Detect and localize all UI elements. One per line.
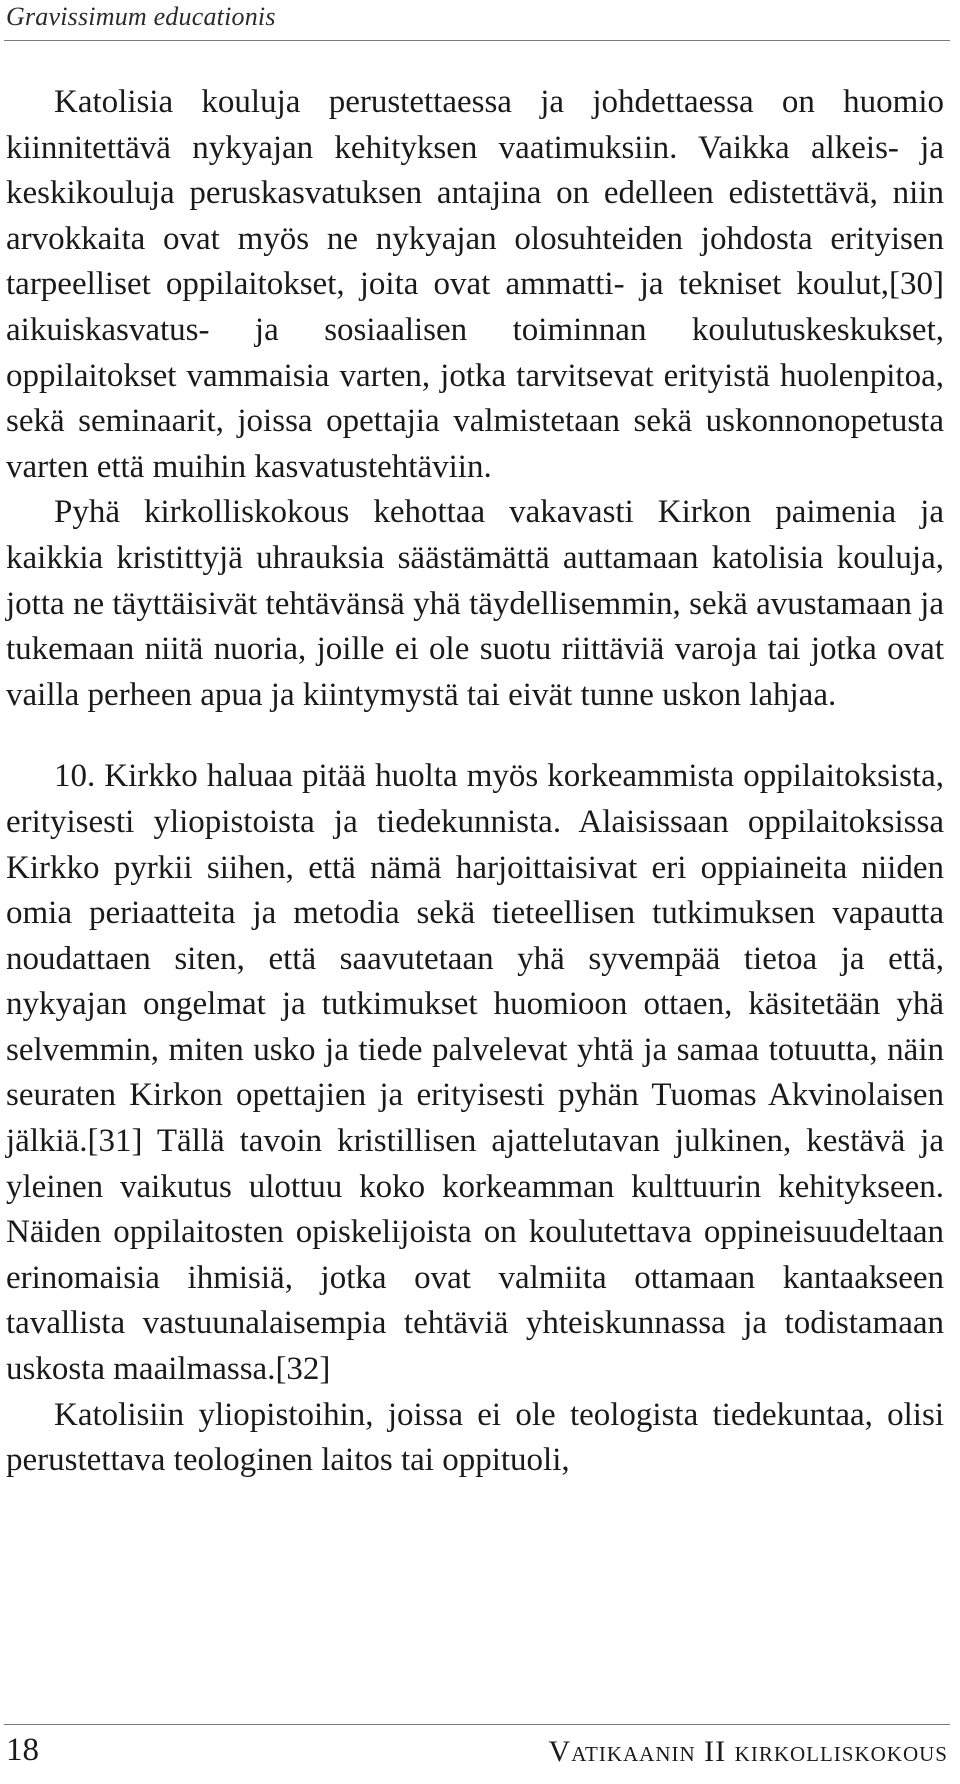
header-divider bbox=[4, 40, 950, 41]
body-text bbox=[6, 80, 944, 1484]
running-footer: Vatikaanin II kirkolliskokous bbox=[548, 1735, 948, 1768]
page-number: 18 bbox=[6, 1732, 39, 1768]
paragraph-section-10: 10. Kirkko haluaa pitää huolta myös korkeammista oppilaitoksista, erityisesti yliopistoista ja tiedekunnista. Alaisissaan oppilaitoksissa Kirkko pyrkii siihen, että nämä harjoittaisivat eri oppiaineita niiden omia periaatteita ja metodia sekä tieteellisen tutkimuksen vapautta noudattaen siten, että saavutetaan yhä syvempää tietoa ja että, nykyajan ongelmat ja tutkimukset huomioon ottaen, käsitetään yhä selvemmin, miten usko ja tiede palvelevat yhtä ja samaa totuutta, näin seuraten Kirkon opettajien ja erityisesti pyhän Tuomas Akvinolaisen jälkiä.[31] Tällä tavoin kristillisen ajattelutavan julkinen, kestävä ja yleinen vaikutus ulottuu koko korkeamman kulttuurin kehitykseen. Näiden oppilaitosten opiskelijoista on koulutettava oppineisuudeltaan erinomaisia ihmisiä, jotka ovat valmiita ottamaan kantaakseen tavallista vastuunalaisempia tehtäviä yhteiskunnassa ja todistamaan uskosta maailmassa.[32] bbox=[6, 758, 944, 1388]
paragraph-council-exhortation: Pyhä kirkolliskokous kehottaa vakavasti Kirkon paimenia ja kaikkia kristittyjä uhrauksia säästämättä auttamaan katolisia kouluja, jotta ne täyttäisivät tehtävänsä yhä täydellisemmin, sekä avustamaan ja tukemaan niitä nuoria, joille ei ole suotu riittäviä varoja tai jotka ovat vailla perheen apua ja kiintymystä tai eivät tunne uskon lahjaa. bbox=[6, 494, 944, 713]
paragraph-catholic-universities: Katolisiin yliopistoihin, joissa ei ole teologista tiedekuntaa, olisi perustettava teologinen laitos tai oppituoli, bbox=[6, 1396, 944, 1479]
running-header: Gravissimum educationis bbox=[6, 2, 276, 31]
paragraph-catholic-schools: Katolisia kouluja perustettaessa ja johdettaessa on huomio kiinnitettävä nykyajan kehityksen vaatimuksiin. Vaikka alkeis- ja keskikouluja peruskasvatuksen antajina on edelleen edistettävä, niin arvokkaita ovat myös ne nykyajan olosuhteiden johdosta erityisen tarpeelliset oppilaitokset, joita ovat ammatti- ja tekniset koulut,[30] aikuiskasvatus- ja sosiaalisen toiminnan koulutuskeskukset, oppilaitokset vammaisia varten, jotka tarvitsevat erityistä huolenpitoa, sekä seminaarit, joissa opettajia valmistetaan sekä uskonnonopetusta varten että muihin kasvatustehtäviin. bbox=[6, 84, 944, 485]
footer-divider bbox=[4, 1724, 950, 1725]
